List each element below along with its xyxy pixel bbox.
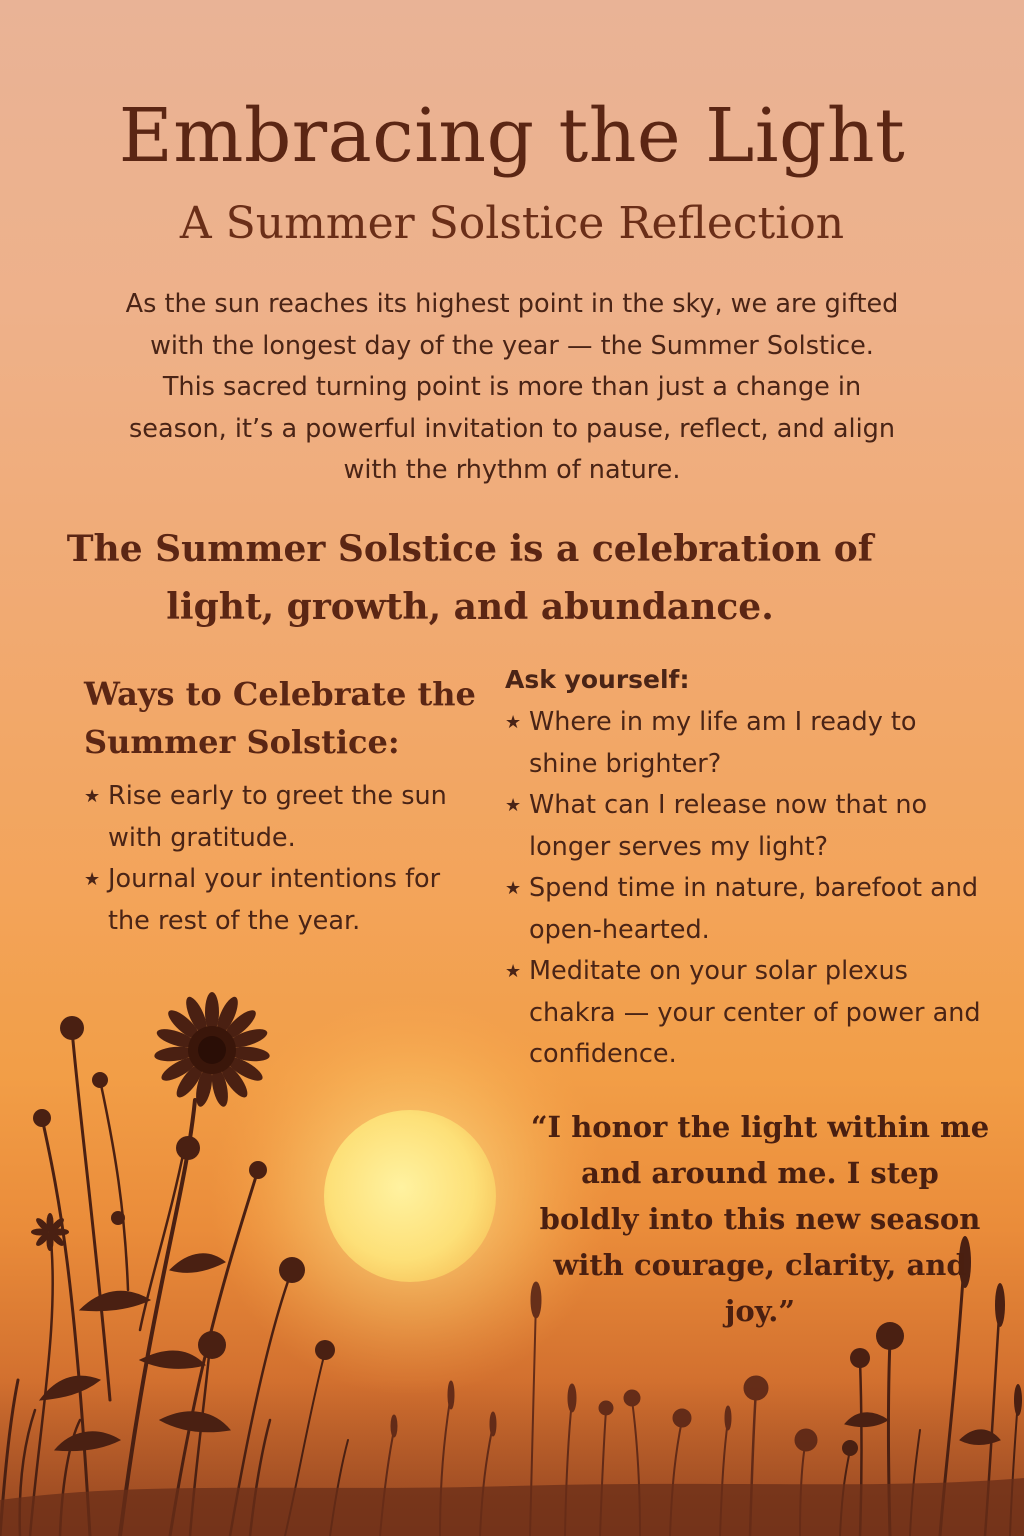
star-bullet-icon: ★ bbox=[505, 795, 522, 816]
list-item bbox=[505, 702, 985, 785]
page-title: Embracing the Light bbox=[118, 93, 906, 179]
list-item bbox=[84, 776, 464, 859]
list-item bbox=[505, 951, 985, 1076]
list-item-text: Spend time in nature, barefoot and open-hearted. bbox=[529, 873, 979, 945]
star-bullet-icon: ★ bbox=[505, 712, 522, 733]
star-bullet-icon: ★ bbox=[505, 878, 522, 899]
star-bullet-icon: ★ bbox=[505, 961, 522, 982]
list-item bbox=[505, 785, 985, 868]
highlight-statement: The Summer Solstice is a celebration of light, growth, and abundance. bbox=[66, 528, 874, 628]
list-item bbox=[84, 859, 464, 942]
list-item-text: Where in my life am I ready to shine brighter? bbox=[529, 707, 917, 779]
page-subtitle: A Summer Solstice Reflection bbox=[179, 198, 845, 249]
ways-heading: Ways to Celebrate the Summer Solstice: bbox=[84, 675, 476, 761]
list-item-text: Rise early to greet the sun with gratitude. bbox=[108, 781, 447, 853]
list-item-text: Meditate on your solar plexus chakra — your center of power and confidence. bbox=[529, 956, 981, 1069]
ways-list bbox=[84, 776, 464, 942]
star-bullet-icon: ★ bbox=[84, 786, 101, 807]
intro-paragraph: As the sun reaches its highest point in the sky, we are gifted with the longest day of the year — the Summer Solstice. This sacred turning point is more than just a change in season, it’s a powerful invitation to pause, reflect, and align with the rhythm of nature. bbox=[125, 289, 899, 485]
list-item-text: What can I release now that no longer serves my light? bbox=[529, 790, 928, 862]
sun bbox=[324, 1110, 496, 1282]
star-bullet-icon: ★ bbox=[84, 869, 101, 890]
list-item-text: Journal your intentions for the rest of the year. bbox=[108, 864, 441, 936]
ask-list bbox=[505, 702, 985, 1076]
ask-heading: Ask yourself: bbox=[505, 665, 690, 694]
affirmation-quote: “I honor the light within me and around me. I step boldly into this new season with courage, clarity, and joy.” bbox=[530, 1110, 990, 1328]
list-item bbox=[505, 868, 985, 951]
